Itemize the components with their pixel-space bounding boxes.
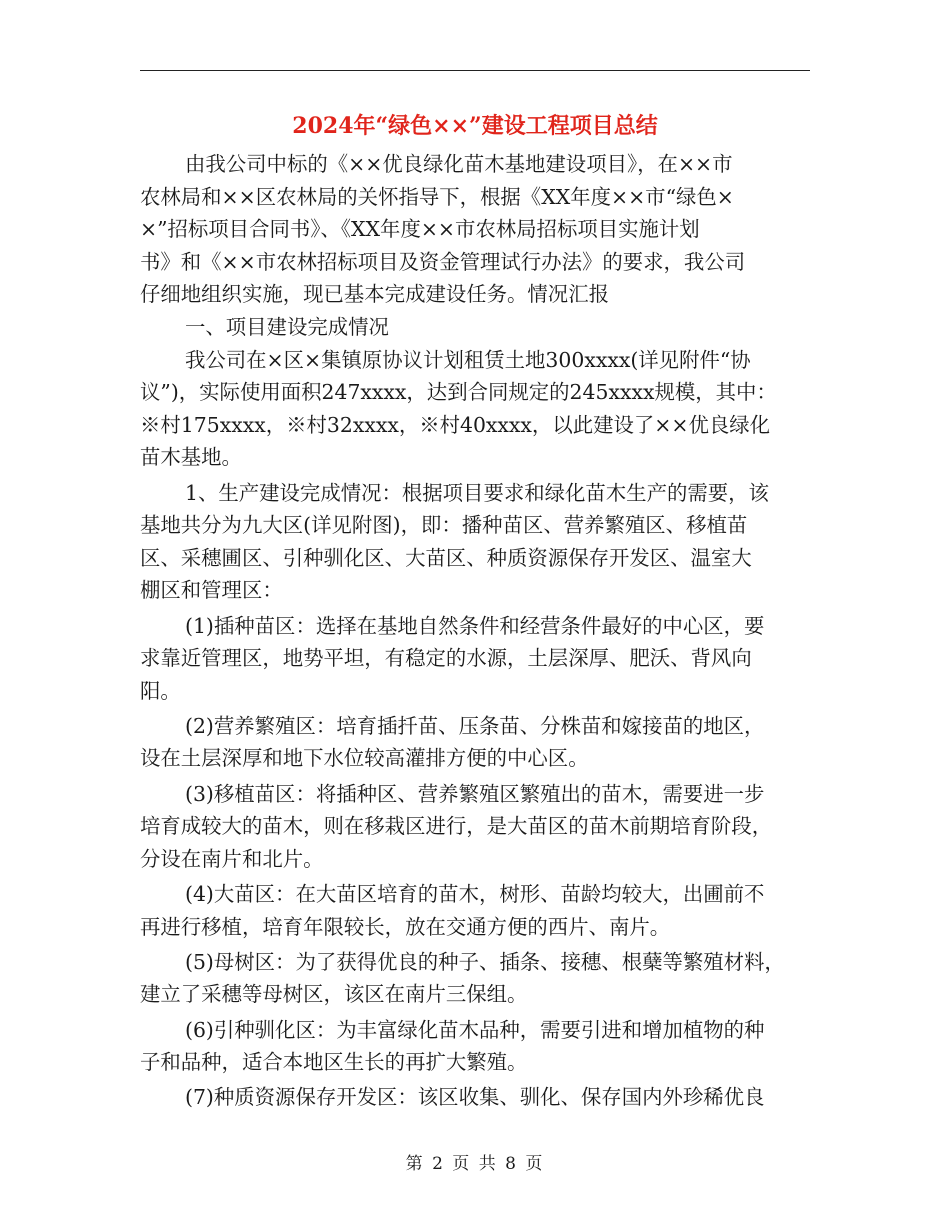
body-line: (4)大苗区：在大苗区培育的苗木，树形、苗龄均较大，出圃前不 bbox=[185, 882, 765, 907]
body-line: 分设在南片和北片。 bbox=[140, 846, 324, 871]
body-line: 农林局和××区农林局的关怀指导下，根据《XX年度××市“绿色× bbox=[140, 184, 734, 209]
body-line: 培育成较大的苗木，则在移栽区进行，是大苗区的苗木前期培育阶段， bbox=[140, 814, 773, 839]
header-rule bbox=[140, 70, 810, 71]
body-line: 棚区和管理区： bbox=[140, 578, 283, 603]
body-line: 设在土层深厚和地下水位较高灌排方便的中心区。 bbox=[140, 746, 589, 771]
body-line: 阳。 bbox=[140, 678, 181, 703]
body-line: 子和品种，适合本地区生长的再扩大繁殖。 bbox=[140, 1050, 528, 1075]
body-line: 求靠近管理区，地势平坦，有稳定的水源，土层深厚、肥沃、背风向 bbox=[140, 646, 752, 671]
page-number: 第 2 页 共 8 页 bbox=[405, 1154, 545, 1174]
body-line: 仔细地组织实施，现已基本完成建设任务。情况汇报 bbox=[140, 282, 609, 307]
document-body bbox=[140, 148, 812, 1114]
body-line: 议”)，实际使用面积247xxxx，达到合同规定的245xxxx规模，其中： bbox=[140, 380, 777, 405]
body-line: 建立了采穗等母树区，该区在南片三保组。 bbox=[140, 982, 528, 1007]
body-line: ×”招标项目合同书》、《XX年度××市农林局招标项目实施计划 bbox=[140, 217, 700, 242]
body-line: 书》和《××市农林招标项目及资金管理试行办法》的要求，我公司 bbox=[140, 249, 746, 274]
section-heading: 一、项目建设完成情况 bbox=[185, 314, 389, 339]
body-line: 基地共分为九大区(详见附图)，即：播种苗区、营养繁殖区、移植苗 bbox=[140, 513, 748, 538]
body-line: 我公司在×区×集镇原协议计划租赁土地300xxxx(详见附件“协 bbox=[185, 347, 751, 372]
body-line: 由我公司中标的《××优良绿化苗木基地建设项目》，在××市 bbox=[185, 152, 733, 176]
document-title: 2024年“绿色××”建设工程项目总结 bbox=[292, 113, 658, 139]
body-line: 苗木基地。 bbox=[140, 445, 242, 470]
body-line: 1、生产建设完成情况：根据项目要求和绿化苗木生产的需要，该 bbox=[185, 480, 769, 505]
body-line: ※村175xxxx，※村32xxxx，※村40xxxx，以此建设了××优良绿化 bbox=[140, 412, 771, 437]
body-line: (2)营养繁殖区：培育插扦苗、压条苗、分株苗和嫁接苗的地区， bbox=[185, 713, 765, 738]
body-line: (7)种质资源保存开发区：该区收集、驯化、保存国内外珍稀优良 bbox=[185, 1085, 765, 1110]
body-line: (1)插种苗区：选择在基地自然条件和经营条件最好的中心区，要 bbox=[185, 613, 765, 638]
body-line: (3)移植苗区：将插种区、营养繁殖区繁殖出的苗木，需要进一步 bbox=[185, 781, 765, 806]
body-line: (5)母树区：为了获得优良的种子、插条、接穗、根蘖等繁殖材料， bbox=[185, 949, 785, 974]
body-line: 区、采穗圃区、引种驯化区、大苗区、种质资源保存开发区、温室大 bbox=[140, 545, 752, 570]
body-line: (6)引种驯化区：为丰富绿化苗木品种，需要引进和增加植物的种 bbox=[185, 1017, 765, 1042]
body-line: 再进行移植，培育年限较长，放在交通方便的西片、南片。 bbox=[140, 914, 671, 939]
